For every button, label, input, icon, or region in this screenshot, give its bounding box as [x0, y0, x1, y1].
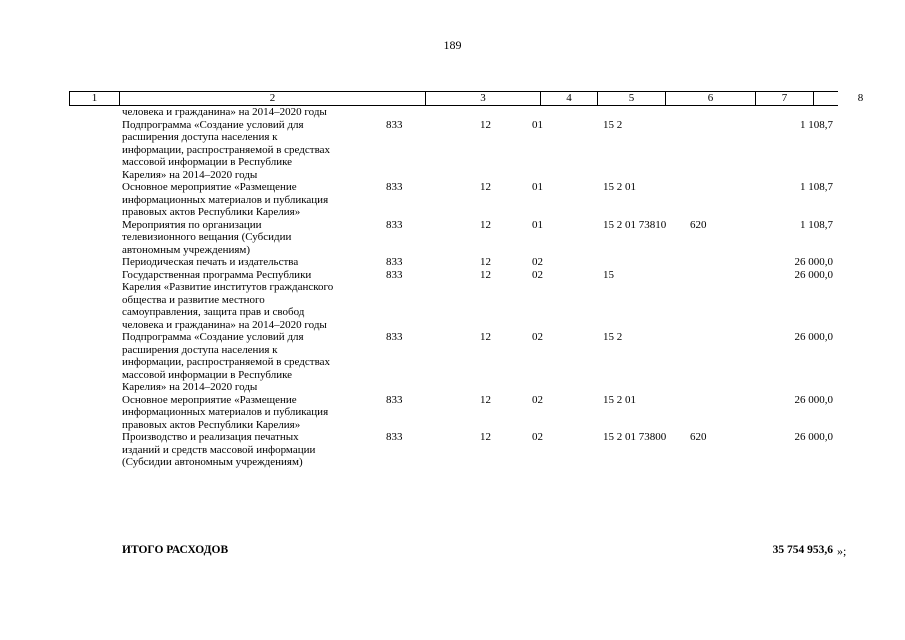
row-subsection: 02	[532, 256, 543, 268]
row-amount: 1 108,7	[800, 118, 833, 131]
row-target-article: 15 2 01 73800	[603, 431, 667, 443]
total-value: 35 754 953,6	[772, 544, 833, 556]
row-section: 12	[480, 256, 491, 268]
row-amount: 26 000,0	[794, 431, 833, 443]
row-subsection: 02	[532, 268, 543, 281]
table-row	[0, 181, 905, 219]
header-col-2: 2	[119, 92, 425, 105]
row-admin-code: 833	[386, 268, 403, 281]
row-target-article: 15 2	[603, 331, 623, 343]
row-description: Подпрограмма «Создание условий для расширения доступа населения к информации, распространяемой в средствах массовой информации в Республике Карелия» на 2014–2020 годы	[122, 331, 331, 393]
row-target-article: 15	[603, 268, 614, 281]
header-col-7: 7	[755, 92, 813, 105]
table-row	[0, 119, 905, 182]
table-row	[0, 331, 905, 394]
total-row	[0, 544, 905, 560]
row-expense-type: 620	[690, 218, 707, 231]
row-section: 12	[480, 218, 491, 231]
header-col-3: 3	[425, 92, 540, 105]
row-subsection: 02	[532, 331, 543, 343]
table-row	[0, 269, 905, 332]
row-description: Основное мероприятие «Размещение информационных материалов и публикация правовых актов Республики Карелия»	[122, 393, 329, 431]
row-description: Подпрограмма «Создание условий для расширения доступа населения к информации, распространяемой в средствах массовой информации в Республике Карелия» на 2014–2020 годы	[122, 118, 331, 181]
table-row	[0, 219, 905, 257]
row-description: Государственная программа Республики Карелия «Развитие институтов гражданского общества и развитие местного самоуправления, защита прав и свобод человека и гражданина» на 2014–2020 годы	[122, 268, 334, 331]
table-header-row	[69, 91, 864, 106]
row-amount: 1 108,7	[800, 218, 833, 231]
row-amount: 1 108,7	[800, 181, 833, 193]
row-admin-code: 833	[386, 331, 403, 343]
total-suffix: »;	[837, 544, 847, 558]
row-section: 12	[480, 181, 491, 193]
page-number: 189	[443, 38, 462, 52]
row-admin-code: 833	[386, 393, 403, 406]
row-target-article: 15 2 01 73810	[603, 218, 667, 231]
row-section: 12	[480, 431, 491, 443]
header-col-6: 6	[665, 92, 755, 105]
row-expense-type: 620	[690, 431, 707, 443]
total-label: ИТОГО РАСХОДОВ	[122, 544, 229, 556]
table-row	[0, 431, 905, 469]
row-admin-code: 833	[386, 181, 403, 193]
row-description: Мероприятия по организации телевизионного вещания (Субсидии автономным учреждениям)	[122, 218, 292, 256]
row-admin-code: 833	[386, 218, 403, 231]
row-description: человека и гражданина» на 2014–2020 годы	[122, 106, 327, 118]
row-subsection: 01	[532, 218, 543, 231]
row-section: 12	[480, 268, 491, 281]
row-subsection: 02	[532, 431, 543, 443]
row-section: 12	[480, 393, 491, 406]
row-target-article: 15 2 01	[603, 181, 636, 193]
header-col-5: 5	[597, 92, 665, 105]
row-amount: 26 000,0	[794, 393, 833, 406]
header-col-8: 8	[813, 92, 905, 105]
row-description: Основное мероприятие «Размещение информационных материалов и публикация правовых актов Республики Карелия»	[122, 181, 329, 218]
row-description: Производство и реализация печатных изданий и средств массовой информации (Субсидии автономным учреждениям)	[122, 431, 316, 468]
row-admin-code: 833	[386, 256, 403, 268]
header-col-1: 1	[69, 92, 119, 105]
row-subsection: 01	[532, 118, 543, 131]
table-body	[0, 106, 905, 469]
row-admin-code: 833	[386, 431, 403, 443]
table-row	[0, 256, 905, 269]
row-target-article: 15 2	[603, 118, 623, 131]
row-target-article: 15 2 01	[603, 393, 636, 406]
row-section: 12	[480, 331, 491, 343]
table-row	[0, 106, 905, 119]
row-subsection: 02	[532, 393, 543, 406]
row-amount: 26 000,0	[794, 256, 833, 268]
header-col-4: 4	[540, 92, 597, 105]
row-amount: 26 000,0	[794, 268, 833, 281]
row-description: Периодическая печать и издательства	[122, 256, 299, 268]
row-section: 12	[480, 118, 491, 131]
row-amount: 26 000,0	[794, 331, 833, 343]
row-admin-code: 833	[386, 118, 403, 131]
row-subsection: 01	[532, 181, 543, 193]
table-row	[0, 394, 905, 432]
